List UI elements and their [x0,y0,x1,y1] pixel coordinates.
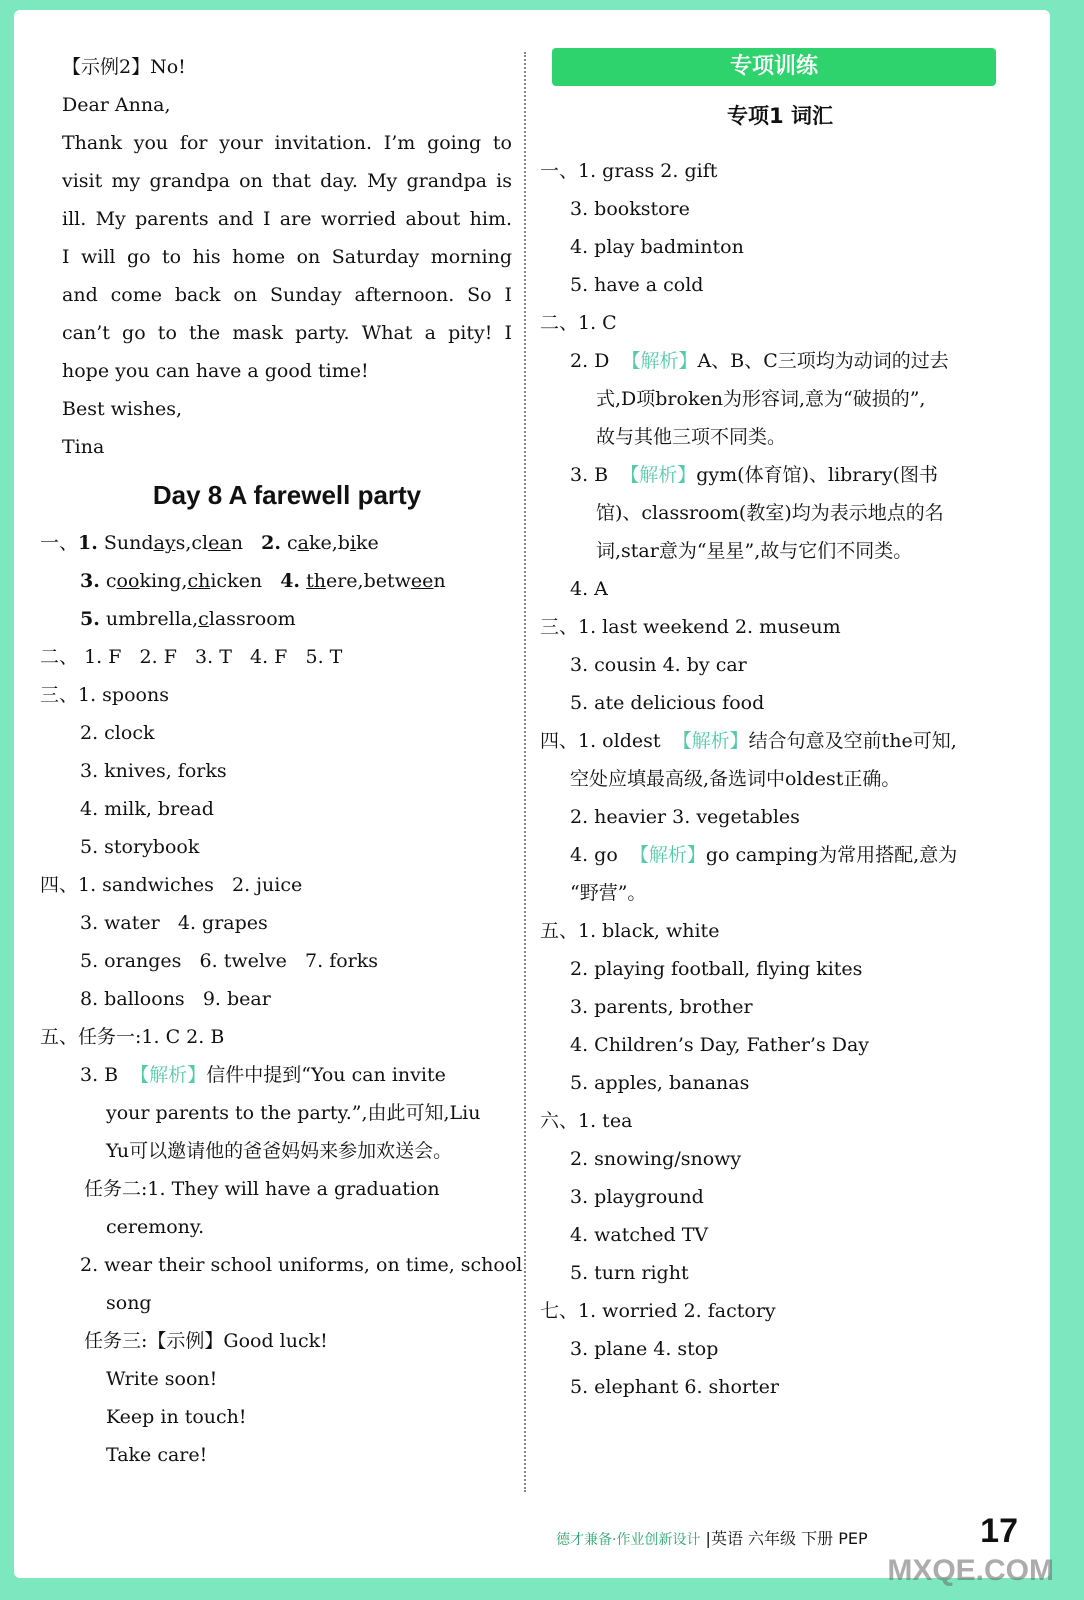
day-title: Day 8 A farewell party [152,480,422,510]
answer-row: 5. umbrella,classroom [80,608,296,630]
answer-row: 三、1. last weekend 2. museum [540,616,841,638]
watermark: MXQE.COM [887,1554,1054,1587]
letter-line: and come back on Sunday afternoon. So I [62,284,512,306]
answer-row: 5. storybook [80,836,200,858]
answer-row: 2. clock [80,722,155,744]
book-series: 德才兼备·作业创新设计 [556,1532,701,1548]
letter-line: Thank you for your invitation. I’m going to [62,132,512,154]
answer-row: “野营”。 [570,882,647,904]
answer-row: Write soon! [106,1368,218,1390]
answer-row: 3. playground [570,1186,704,1208]
answer-row: 馆)、classroom(教室)均为表示地点的名 [596,502,944,524]
answer-row: Take care! [106,1444,208,1466]
answer-row: 五、1. black, white [540,920,720,942]
letter-line: I will go to his home on Saturday morning [62,246,512,268]
answer-row: 四、1. oldest 【解析】结合句意及空前the可知, [540,730,957,752]
answer-row: 词,star意为“星星”,故与它们不同类。 [596,540,913,562]
answer-row: 4. A [570,578,608,600]
section-banner: 专项训练 [552,48,996,86]
analysis-label: 【解析】 [620,464,697,486]
example-heading: 【示例2】No! [62,56,186,78]
analysis-label: 【解析】 [672,730,749,752]
answer-row: Keep in touch! [106,1406,247,1428]
answer-row: 4. Children’s Day, Father’s Day [570,1034,870,1056]
answer-row: 2. wear their school uniforms, on time, school [80,1254,523,1276]
answer-row: 一、1. Sundays,clean 2. cake,bike [40,532,379,554]
answer-row: 空处应填最高级,备选词中oldest正确。 [570,768,901,790]
answer-row: 4. milk, bread [80,798,214,820]
answer-row: ceremony. [106,1216,205,1238]
answer-row: 3. plane 4. stop [570,1338,719,1360]
answer-row: 5. oranges 6. twelve 7. forks [80,950,379,972]
answer-row: 二、1. C [540,312,617,334]
analysis-label: 【解析】 [130,1064,207,1086]
left-column [40,48,523,1474]
answer-row: 任务三:【示例】Good luck! [84,1330,328,1352]
answer-row: 8. balloons 9. bear [80,988,271,1010]
answer-row: 4. watched TV [570,1224,709,1246]
answer-row: your parents to the party.”,由此可知,Liu [106,1102,481,1124]
answer-row: 任务二:1. They will have a graduation [84,1178,440,1200]
answer-row: song [106,1292,152,1314]
answer-row: 5. ate delicious food [570,692,765,714]
answer-row: 3. water 4. grapes [80,912,268,934]
answer-row: 4. play badminton [570,236,744,258]
letter-line: visit my grandpa on that day. My grandpa is [62,170,512,192]
answer-row: 四、1. sandwiches 2. juice [40,874,303,896]
right-column [540,48,1020,1406]
answer-row: 六、1. tea [540,1110,633,1132]
answer-row: 故与其他三项不同类。 [596,426,787,448]
letter-line: Dear Anna, [62,94,171,116]
letter-line: Tina [62,436,105,458]
answer-row: Yu可以邀请他的爸爸妈妈来参加欢送会。 [106,1140,453,1162]
analysis-label: 【解析】 [621,350,698,372]
page-number: 17 [980,1512,1018,1550]
answer-row: 3. bookstore [570,198,690,220]
answer-row: 五、任务一:1. C 2. B [40,1026,225,1048]
answer-row: 2. playing football, flying kites [570,958,863,980]
answer-row: 5. have a cold [570,274,704,296]
answer-row: 5. turn right [570,1262,689,1284]
answer-row: 七、1. worried 2. factory [540,1300,776,1322]
answer-row: 3. parents, brother [570,996,753,1018]
answer-row: 3. cousin 4. by car [570,654,747,676]
answer-row: 2. heavier 3. vegetables [570,806,800,828]
column-divider [524,52,526,1492]
answer-row: 二、 1. F 2. F 3. T 4. F 5. T [40,646,343,668]
letter-line: ill. My parents and I are worried about him. [62,208,512,230]
letter-line: Best wishes, [62,398,182,420]
answer-row: 5. apples, bananas [570,1072,750,1094]
analysis-label: 【解析】 [629,844,706,866]
answer-row: 一、1. grass 2. gift [540,160,718,182]
answer-row: 5. elephant 6. shorter [570,1376,780,1398]
answer-row: 2. D 【解析】A、B、C三项均为动词的过去 [570,350,949,372]
answer-row: 3. B 【解析】gym(体育馆)、library(图书 [570,464,938,486]
answer-row: 2. snowing/snowy [570,1148,742,1170]
letter-line: hope you can have a good time! [62,360,369,382]
subject-info: |英语 六年级 下册 PEP [705,1529,868,1548]
answer-row: 三、1. spoons [40,684,169,706]
footer [556,1526,868,1549]
answer-row: 3. knives, forks [80,760,227,782]
letter-line: can’t go to the mask party. What a pity! I [62,322,512,344]
answer-row: 式,D项broken为形容词,意为“破损的”, [596,388,926,410]
answer-row: 4. go 【解析】go camping为常用搭配,意为 [570,844,958,866]
answer-row: 3. cooking,chicken 4. there,between [80,570,446,592]
section-title: 专项1 词汇 [727,104,833,128]
answer-row: 3. B 【解析】信件中提到“You can invite [80,1064,446,1086]
